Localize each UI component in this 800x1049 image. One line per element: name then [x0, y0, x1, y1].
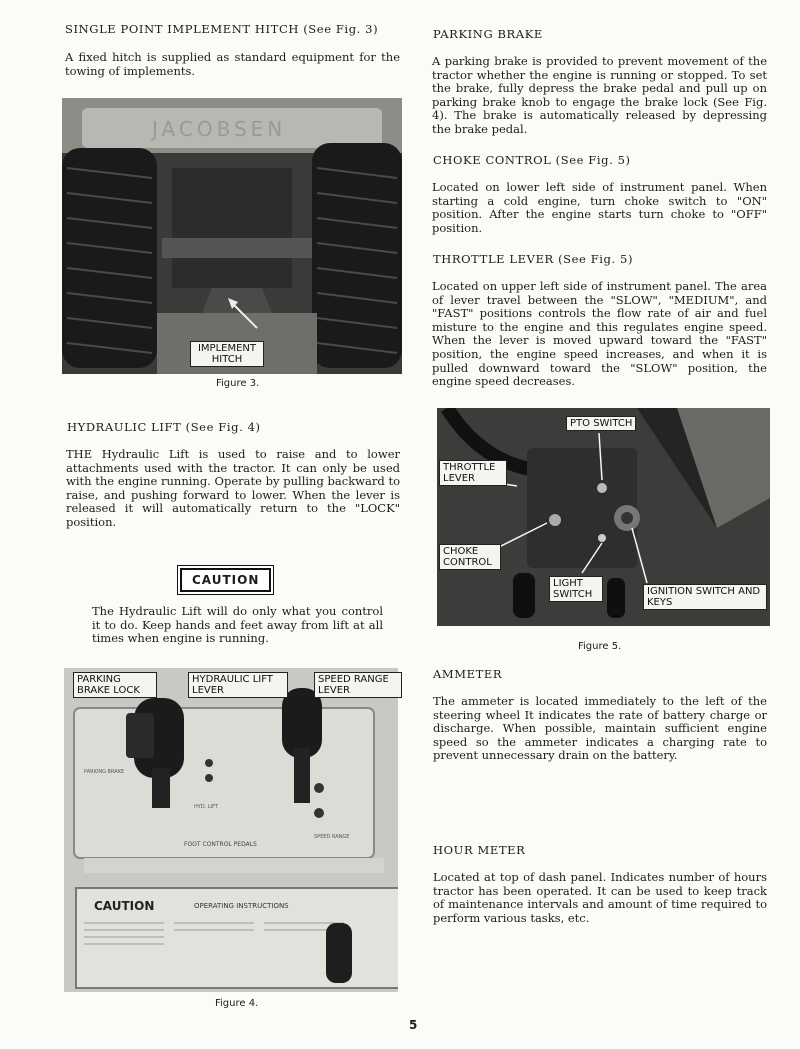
caution-label: CAUTION	[180, 568, 271, 592]
svg-text:HYD. LIFT: HYD. LIFT	[194, 804, 218, 810]
choke-paragraph: Located on lower left side of instrument panel. When starting a cold engine, turn choke switch to "ON" position. After the engine starts turn choke to "OFF" position.	[432, 180, 767, 235]
figure-3-caption: Figure 3.	[216, 378, 260, 389]
figure-4-callout-hydraulic-lever: HYDRAULIC LIFT LEVER	[188, 672, 288, 698]
page-number: 5	[409, 1018, 418, 1032]
figure-3-callout: IMPLEMENT HITCH	[190, 341, 264, 367]
parking-brake-paragraph: A parking brake is provided to prevent movement of the tractor whether the engine is running or stopped. To set the brake, fully depress the brake pedal and pull up on parking brake knob to engage the brake lock (See Fig. 4). The brake is automatically released by depressing the brake pedal.	[432, 54, 767, 136]
svg-text:PARKING BRAKE: PARKING BRAKE	[84, 769, 125, 775]
figure-5-callout-ignition-switch: IGNITION SWITCH AND KEYS	[643, 584, 767, 610]
figure-5-caption: Figure 5.	[578, 641, 622, 652]
figure-5-callout-choke-control: CHOKE CONTROL	[439, 544, 501, 570]
ammeter-heading: AMMETER	[433, 667, 503, 681]
parking-brake-heading: PARKING BRAKE	[433, 27, 543, 41]
figure-5-callout-light-switch: LIGHT SWITCH	[549, 576, 603, 602]
hydraulic-heading: HYDRAULIC LIFT (See Fig. 4)	[67, 420, 261, 434]
figure-3-photo	[62, 98, 402, 374]
hitch-heading: SINGLE POINT IMPLEMENT HITCH (See Fig. 3)	[65, 22, 379, 36]
figure-4-photo	[64, 668, 398, 992]
ammeter-paragraph: The ammeter is located immediately to the left of the steering wheel It indicates the rate of battery charge or discharge. When possible, maintain sufficient engine speed so the ammeter indicates a charging rate to prevent unnecessary drain on the battery.	[433, 694, 767, 763]
hitch-paragraph: A fixed hitch is supplied as standard equipment for the towing of implements.	[65, 50, 400, 78]
figure-4-callout-parking-brake: PARKING BRAKE LOCK	[73, 672, 157, 698]
figure-5-callout-pto-switch: PTO SWITCH	[566, 416, 636, 431]
figure-4-callout-speed-range: SPEED RANGE LEVER	[314, 672, 402, 698]
figure-5-callout-throttle-lever: THROTTLE LEVER	[439, 460, 507, 486]
hour-meter-paragraph: Located at top of dash panel. Indicates number of hours tractor has been operated. It can be used to keep track of maintenance intervals and amount of time required to perform various tasks, etc.	[433, 870, 767, 925]
hydraulic-paragraph: THE Hydraulic Lift is used to raise and to lower attachments used with the tractor. It can only be used with the engine running. Operate by pulling backward to raise, and pushing forward to lower. When the lever is released it will automatically return to the "LOCK" position.	[66, 447, 400, 529]
figure-4-caption: Figure 4.	[215, 998, 259, 1009]
throttle-paragraph: Located on upper left side of instrument panel. The area of lever travel between the "SLOW", "MEDIUM", and "FAST" positions controls the flow rate of air and fuel misture to the engine and this regulates engine speed. When the lever is moved upward toward the "FAST" position, the engine speed increases, and when it is pulled downward toward the "SLOW" position, the engine speed decreases.	[432, 279, 767, 389]
svg-text:OPERATING INSTRUCTIONS: OPERATING INSTRUCTIONS	[194, 902, 289, 910]
svg-text:SPEED RANGE: SPEED RANGE	[314, 834, 350, 840]
choke-heading: CHOKE CONTROL (See Fig. 5)	[433, 153, 631, 167]
hour-meter-heading: HOUR METER	[433, 843, 526, 857]
svg-text:JACOBSEN: JACOBSEN	[152, 117, 287, 141]
throttle-heading: THROTTLE LEVER (See Fig. 5)	[433, 252, 634, 266]
svg-text:CAUTION: CAUTION	[94, 899, 155, 913]
svg-text:FOOT CONTROL PEDALS: FOOT CONTROL PEDALS	[184, 841, 257, 848]
caution-paragraph: The Hydraulic Lift will do only what you control it to do. Keep hands and feet away from lift at all times when engine is running.	[92, 604, 383, 646]
